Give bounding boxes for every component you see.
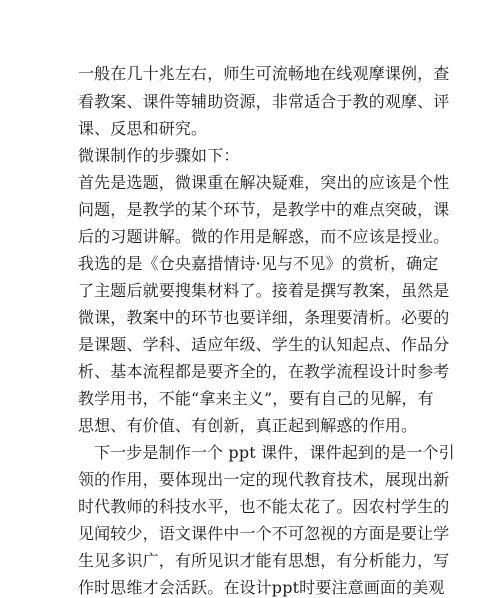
text-line: 我选的是《仓央嘉措情诗·见与不见》的赏析，确定 xyxy=(78,254,439,273)
text-line: 教学用书，不能“拿来主义”，要有自己的见解，有 xyxy=(78,389,434,408)
text-line: 析、基本流程都是要齐全的，在教学流程设计时参考 xyxy=(78,362,450,381)
text-line: 看教案、课件等辅助资源，非常适合于教的观摩、评 xyxy=(78,92,450,111)
text-line: 了主题后就要搜集材料了。接着是撰写教案，虽然是 xyxy=(78,281,450,300)
text-line: 问题，是教学的某个环节，是教学中的难点突破，课 xyxy=(78,200,450,219)
text-line: 课、反思和研究。 xyxy=(78,119,208,138)
paragraph-first-line: 下一步是制作一个 ppt 课件，课件起到的是一个引 xyxy=(94,443,455,462)
text-line: 生见多识广，有所见识才能有思想，有分析能力，写 xyxy=(78,551,450,570)
text-line: 思想、有价值、有创新，真正起到解惑的作用。 xyxy=(78,416,418,435)
text-line-cut-off: 作时思维才会活跃。在设计ppt时要注意画面的美观 xyxy=(78,578,445,597)
text-line: 是课题、学科、适应年级、学生的认知起点、作品分 xyxy=(78,335,450,354)
text-line: 后的习题讲解。微的作用是解惑，而不应该是授业。 xyxy=(78,227,450,246)
text-line: 一般在几十兆左右，师生可流畅地在线观摩课例，查 xyxy=(78,64,450,83)
text-line: 首先是选题，微课重在解决疑难，突出的应该是个性 xyxy=(78,173,450,192)
text-line: 领的作用，要体现出一定的现代教育技术，展现出新 xyxy=(78,470,450,489)
text-line: 微课，教案中的环节也要详细，条理要清析。必要的 xyxy=(78,308,450,327)
text-line: 时代教师的科技水平，也不能太花了。因农村学生的 xyxy=(78,497,450,516)
section-heading: 微课制作的步骤如下： xyxy=(78,146,240,165)
text-line: 见闻较少，语文课件中一个不可忽视的方面是要让学 xyxy=(78,524,450,543)
